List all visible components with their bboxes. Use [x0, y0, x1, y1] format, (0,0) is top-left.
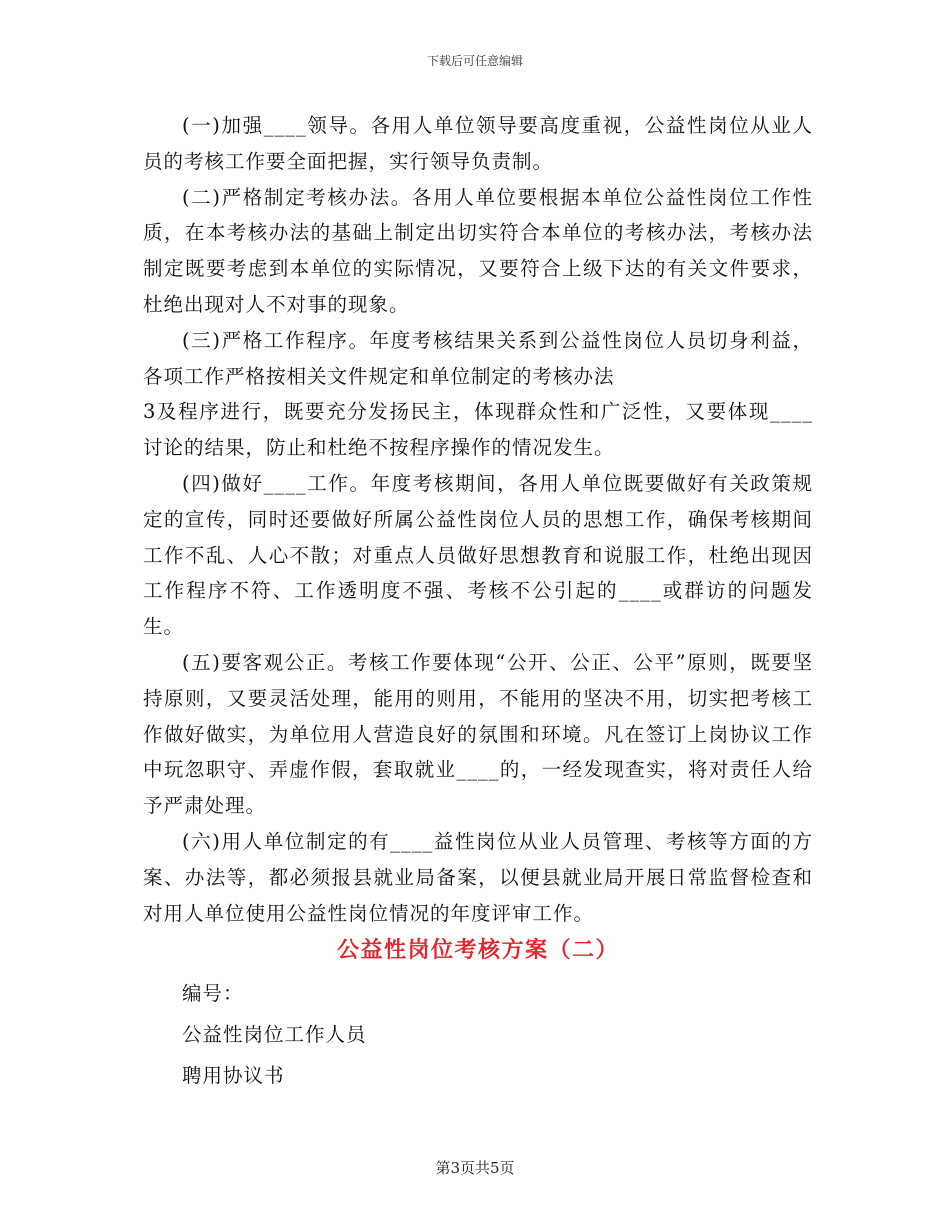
page-footer: 第3页共5页: [435, 1159, 515, 1177]
paragraph-5: (五)要客观公正。考核工作要体现“公开、公正、公平”原则，既要坚持原则，又要灵活处理，能用的则用，不能用的坚决不用，切实把考核工作做好做实，为单位用人营造良好的氛围和环境。凡在签订上岗协议工作中玩忽职守、弄虚作假，套取就业____的，一经发现查实，将对责任人给予严肃处理。: [143, 650, 813, 818]
paragraph-2: (二)严格制定考核办法。各用人单位要根据本单位公益性岗位工作性质，在本考核办法的基础上制定出切实符合本单位的考核办法，考核办法制定既要考虑到本单位的实际情况，又要符合上级下达的有关文件要求，杜绝出现对人不对事的现象。: [143, 185, 813, 316]
meta-doc-type: 聘用协议书: [182, 1064, 285, 1088]
meta-subject: 公益性岗位工作人员: [182, 1023, 367, 1047]
paragraph-1: (一)加强____领导。各用人单位领导要高度重视，公益性岗位从业人员的考核工作要全面把握，实行领导负责制。: [143, 114, 813, 173]
page-header: 下载后可任意编辑: [426, 54, 523, 68]
paragraph-4: (四)做好____工作。年度考核期间，各用人单位既要做好有关政策规定的宣传，同时还要做好所属公益性岗位人员的思想工作，确保考核期间工作不乱、人心不散；对重点人员做好思想教育和说服工作，杜绝出现因工作程序不符、工作透明度不强、考核不公引起的____或群访的问题发生。: [143, 471, 813, 639]
meta-number-label: 编号：: [182, 982, 244, 1006]
document-body: [143, 108, 813, 1096]
section-title: 公益性岗位考核方案（二）: [336, 938, 619, 964]
paragraph-3: (三)严格工作程序。年度考核结果关系到公益性岗位人员切身利益，各项工作严格按相关文件规定和单位制定的考核办法: [143, 328, 813, 388]
paragraph-6: (六)用人单位制定的有____益性岗位从业人员管理、考核等方面的方案、办法等，都必须报县就业局备案，以便县就业局开展日常监督检查和对用人单位使用公益性岗位情况的年度评审工作。: [143, 829, 813, 925]
paragraph-3-continued: 3及程序进行，既要充分发扬民主，体现群众性和广泛性，又要体现____讨论的结果，防止和杜绝不按程序操作的情况发生。: [143, 400, 813, 460]
